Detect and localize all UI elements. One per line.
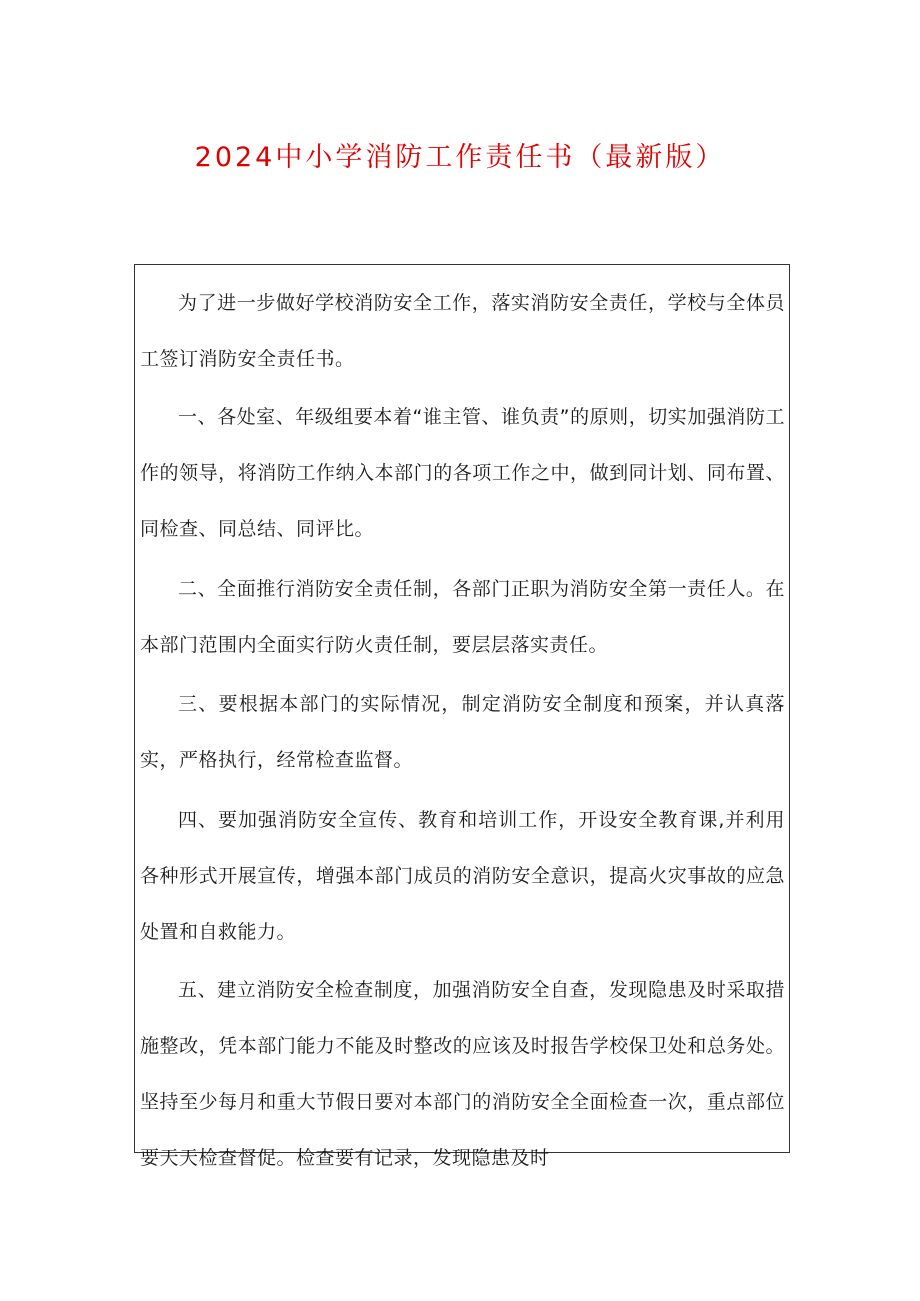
intro-paragraph: 为了进一步做好学校消防安全工作，落实消防安全责任，学校与全体员工签订消防安全责任书。 [140,292,785,370]
clause-2-paragraph: 二、全面推行消防安全责任制，各部门正职为消防安全第一责任人。在本部门范围内全面实行防火责任制，要层层落实责任。 [140,578,785,656]
document-title: 2024中小学消防工作责任书（最新版） [194,142,726,173]
clause-3-paragraph: 三、要根据本部门的实际情况，制定消防安全制度和预案，并认真落实，严格执行，经常检查监督。 [140,693,785,771]
clause-1-paragraph: 一、各处室、年级组要本着“谁主管、谁负责”的原则，切实加强消防工作的领导，将消防工作纳入本部门的各项工作之中，做到同计划、同布置、同检查、同总结、同评比。 [140,406,785,540]
clause-4-paragraph: 四、要加强消防安全宣传、教育和培训工作，开设安全教育课,并利用各种形式开展宣传，增强本部门成员的消防安全意识，提高火灾事故的应急处置和自救能力。 [140,809,785,943]
responsibility-text-box [134,264,790,1169]
clause-5-paragraph: 五、建立消防安全检查制度，加强消防安全自查，发现隐患及时采取措施整改，凭本部门能力不能及时整改的应该及时报告学校保卫处和总务处。坚持至少每月和重大节假日要对本部门的消防安全全面检查一次，重点部位要天天检查督促。检查要有记录，发现隐患及时 [140,979,785,1169]
